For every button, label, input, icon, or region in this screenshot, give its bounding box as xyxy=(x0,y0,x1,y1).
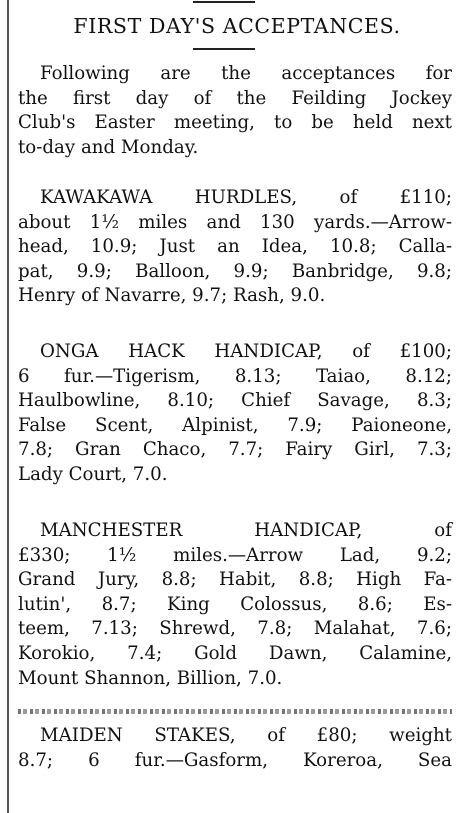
race-line: Henry of Navarre, 9.7; Rash, 9.0. xyxy=(18,285,326,307)
race-line: 7.8; Gran Chaco, 7.7; Fairy Girl, 7.3; xyxy=(18,439,452,461)
intro-paragraph xyxy=(18,62,452,160)
race-line: Lady Court, 7.0. xyxy=(18,463,168,485)
top-divider xyxy=(193,1,255,3)
race-line: 6 fur.—Tigerism, 8.13; Taiao, 8.12; xyxy=(18,365,452,387)
race-line: Haulbowline, 8.10; Chief Savage, 8.3; xyxy=(18,390,452,412)
intro-line: Following are the acceptances for xyxy=(40,63,452,84)
race-line: ONGA HACK HANDICAP, of £100; xyxy=(40,341,452,362)
race-line: Mount Shannon, Billion, 7.0. xyxy=(18,667,283,689)
race-line: £330; 1½ miles.—Arrow Lad, 9.2; xyxy=(18,544,452,566)
race-line: lutin', 8.7; King Colossus, 8.6; Es- xyxy=(18,593,452,615)
intro-line: Club's Easter meeting, to be held next xyxy=(18,112,452,134)
race-line: MANCHESTER HANDICAP, of xyxy=(40,520,452,541)
race-maiden-stakes xyxy=(18,724,452,773)
race-line: MAIDEN STAKES, of £80; weight xyxy=(40,725,452,746)
race-line: head, 10.9; Just an Idea, 10.8; Calla- xyxy=(18,236,452,258)
headline-divider xyxy=(193,48,255,50)
race-manchester-handicap xyxy=(18,519,452,691)
race-line: KAWAKAWA HURDLES, of £110; xyxy=(40,187,452,208)
race-line: teem, 7.13; Shrewd, 7.8; Malahat, 7.6; xyxy=(18,618,452,640)
race-line: Korokio, 7.4; Gold Dawn, Calamine, xyxy=(18,642,452,664)
race-line: pat, 9.9; Balloon, 9.9; Banbridge, 9.8; xyxy=(18,260,452,282)
headline: FIRST DAY'S ACCEPTANCES. xyxy=(73,14,401,38)
race-line: about 1½ miles and 130 yards.—Arrow- xyxy=(18,211,452,233)
torn-divider xyxy=(18,709,452,714)
race-line: 8.7; 6 fur.—Gasform, Koreroa, Sea xyxy=(18,749,452,771)
race-line: Grand Jury, 8.8; Habit, 8.8; High Fa- xyxy=(18,569,452,591)
intro-line: the first day of the Feilding Jockey xyxy=(18,87,452,109)
race-line: False Scent, Alpinist, 7.9; Paioneone, xyxy=(18,414,452,436)
column-rule xyxy=(7,0,9,813)
intro-line: to-day and Monday. xyxy=(18,136,199,158)
race-kawakawa-hurdles xyxy=(18,186,452,309)
race-onga-hack-handicap xyxy=(18,340,452,488)
